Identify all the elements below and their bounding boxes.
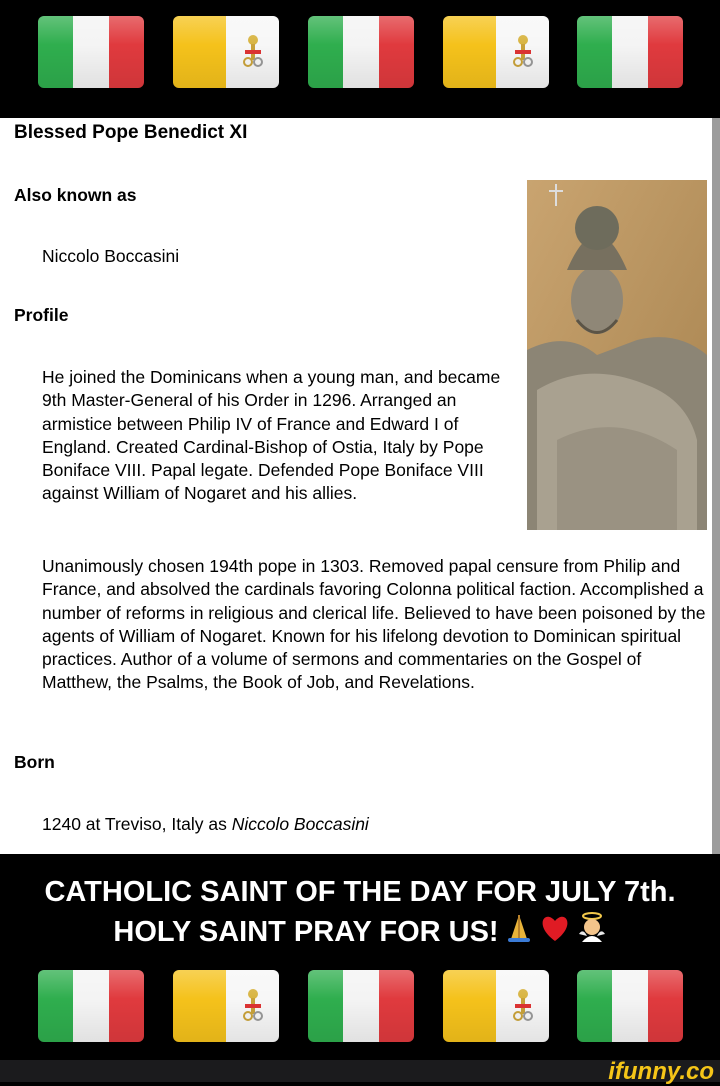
aka-value: Niccolo Boccasini [42,246,180,266]
caption-line-1: CATHOLIC SAINT OF THE DAY FOR JULY 7th. [44,876,676,908]
vatican-flag-icon [173,16,279,88]
born-place: 1240 at Treviso, Italy as [42,814,232,834]
italy-flag-icon [577,16,683,88]
page-title: Blessed Pope Benedict XI [14,122,248,143]
vatican-flag-icon [173,970,279,1042]
top-flag-row [0,16,720,96]
italy-flag-icon [38,16,144,88]
caption-line-2 [0,912,720,955]
vatican-flag-icon [443,970,549,1042]
born-heading: Born [14,752,55,772]
red-heart-icon [539,913,571,954]
profile-paragraph-2: Unanimously chosen 194th pope in 1303. Removed papal censure from Philip and France, and absolved the cardinals favoring Colonna political faction. Accomplished a number of reforms in religious and clerical life. Believed to have been poisoned by the agents of William of Nogaret. Known for his lifelong devotion to Dominican spiritual practices. Author of a volume of sermons and commentaries on the Gospel of Matthew, the Psalms, the Book of Job, and Revelations. [42,556,706,693]
bottom-flag-row [0,970,720,1050]
caption-line-2-text: HOLY SAINT PRAY FOR US! [113,916,499,949]
profile-heading: Profile [14,305,69,325]
vatican-flag-icon [443,16,549,88]
aka-heading: Also known as [14,185,137,205]
born-text [42,813,369,836]
born-name: Niccolo Boccasini [231,814,369,834]
profile-paragraph-1: He joined the Dominicans when a young man, and became 9th Master-General of his Order in 1296. Arranged an armistice between Philip IV of France and Edward I of England. Created Cardinal-Bishop of Ostia, Italy by Pope Boniface VIII. Papal legate. Defended Pope Boniface VIII against William of Nogaret and his allies. [42,367,501,504]
caption [0,872,720,955]
baby-angel-icon [577,912,607,955]
saint-statue-image [527,180,707,530]
italy-flag-icon [577,970,683,1042]
italy-flag-icon [308,970,414,1042]
italy-flag-icon [308,16,414,88]
document-edge [712,118,720,854]
ifunny-watermark[interactable]: ifunny.co [608,1058,714,1085]
italy-flag-icon [38,970,144,1042]
folded-hands-icon [505,913,533,954]
